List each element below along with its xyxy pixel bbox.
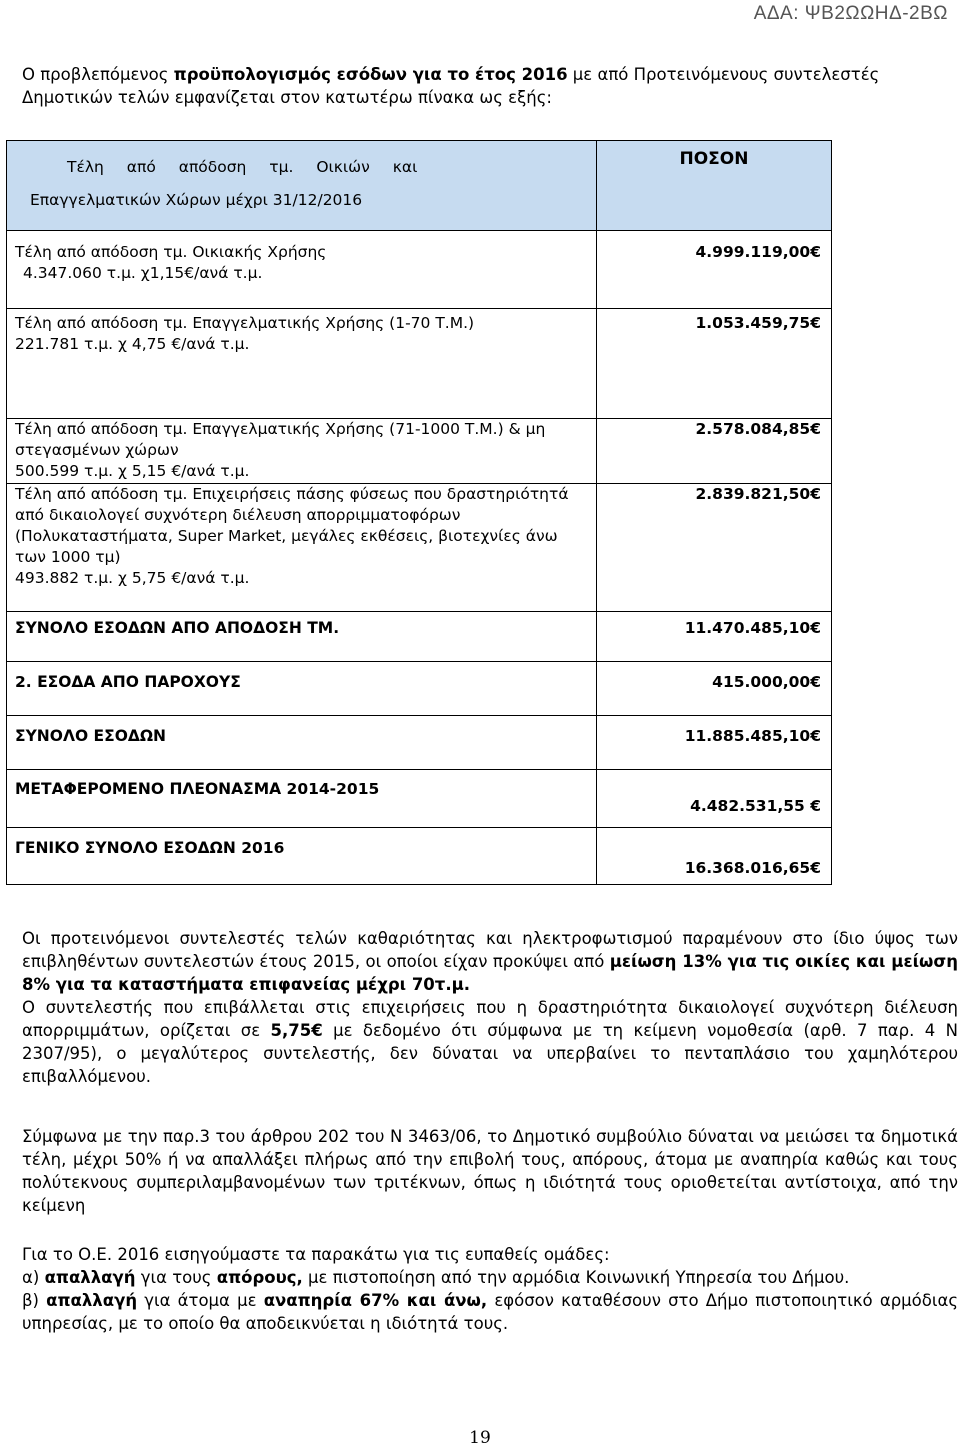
amount-cell: 4.999.119,00€	[596, 231, 831, 309]
table-row: Τέλη από απόδοση τμ. Οικιακής Χρήσης 4.347.060 τ.μ. χ1,15€/ανά τ.μ. 4.999.119,00€	[7, 231, 832, 309]
paragraph-law: Σύμφωνα με την παρ.3 του άρθρου 202 του Ν 3463/06, το Δημοτικό συμβούλιο δύναται να μειώσει τα δημοτικά τέλη, μέχρι 50% ή να απαλλάξει πλήρως από την επιβολή τους, απόρους, άτομα με αναπηρία καθώς και τους πολύτεκνους συμπεριλαμβανομένων των τριτέκνων, όπως η ιδιότητά τους οριοθετείται αντίστοιχα, από την κείμενη	[22, 1127, 958, 1215]
table-row-sum: ΣΥΝΟΛΟ ΕΣΟΔΩΝ 11.885.485,10€	[7, 716, 832, 770]
amount-cell: 2.839.821,50€	[596, 484, 831, 612]
list-item-b: β) απαλλαγή για άτομα με αναπηρία 67% και άνω, εφόσον καταθέσουν στο Δήμο πιστοποιητικό αρμόδιας υπηρεσίας, με το οποίο θα αποδεικνύεται η ιδιότητά τους.	[22, 1291, 959, 1333]
list-item-a: α) απαλλαγή για τους απόρους, με πιστοποίηση από την αρμόδια Κοινωνική Υπηρεσία του Δήμου.	[22, 1268, 850, 1287]
amount-cell: 4.482.531,55 €	[596, 770, 831, 828]
table-row-total: ΣΥΝΟΛΟ ΕΣΟΔΩΝ ΑΠΟ ΑΠΟΔΟΣΗ ΤΜ. 11.470.485,10€	[7, 612, 832, 662]
amount-cell: 11.470.485,10€	[596, 612, 831, 662]
revenue-table	[6, 140, 832, 885]
amount-cell: 2.578.084,85€	[596, 419, 831, 484]
amount-cell: 415.000,00€	[596, 662, 831, 716]
amount-cell: 11.885.485,10€	[596, 716, 831, 770]
page-number: 19	[469, 1428, 491, 1448]
table-row-providers: 2. ΕΣΟΔΑ ΑΠΟ ΠΑΡΟΧΟΥΣ 415.000,00€	[7, 662, 832, 716]
paragraph-coefficients: Οι προτεινόμενοι συντελεστές τελών καθαριότητας και ηλεκτροφωτισμού παραμένουν στο ίδιο ύψος των επιβληθέντων συντελεστών έτους 2015, οι οποίοι είχαν προκύψει από μείωση 13% για τις οικίες και μείωση 8% για τα καταστήματα επιφανείας μέχρι 70τ.μ. Ο συντελεστής που επιβάλλεται στις επιχειρήσεις που η δραστηριότητα δικαιολογεί συχνότερη διέλευση απορριμμάτων, ορίζεται σε 5,75€ με δεδομένο ότι σύμφωνα με τη κείμενη νομοθεσία (αρθ. 7 παρ. 4 Ν 2307/95), ο μεγαλύτερος συντελεστής, δεν δύναται να υπερβαίνει το πενταπλάσιο του χαμηλότερου επιβαλλόμενου.	[22, 929, 958, 1086]
table-row-grand-total: ΓΕΝΙΚΟ ΣΥΝΟΛΟ ΕΣΟΔΩΝ 2016 16.368.016,65€	[7, 828, 832, 885]
table-row: Τέλη από απόδοση τμ. Επιχειρήσεις πάσης φύσεως που δραστηριότητά από δικαιολογεί συχνότερη διέλευση απορριμματοφόρων (Πολυκαταστήματα, Super Market, μεγάλες εκθέσεις, βιοτεχνίες άνω των 1000 τμ) 493.882 τ.μ. χ 5,75 €/ανά τ.μ. 2.839.821,50€	[7, 484, 832, 612]
table-row: Τέλη από απόδοση τμ. Επαγγελματικής Χρήσης (1-70 Τ.Μ.) 221.781 τ.μ. χ 4,75 €/ανά τ.μ. 1.053.459,75€	[7, 309, 832, 419]
ada-code: ΑΔΑ: ΨΒ2ΩΩΗΔ-2ΒΩ	[753, 3, 948, 24]
intro-paragraph: Ο προβλεπόμενος προϋπολογισμός εσόδων για το έτος 2016 με από Προτεινόμενους συντελεστές Δημοτικών τελών εμφανίζεται στον κατωτέρω πίνακα ως εξής:	[22, 65, 880, 107]
table-header-description: Τέλη από απόδοση τμ. Οικιών και Επαγγελματικών Χώρων μέχρι 31/12/2016	[7, 141, 597, 231]
amount-cell: 16.368.016,65€	[596, 828, 831, 885]
table-row-surplus: ΜΕΤΑΦΕΡΟΜΕΝΟ ΠΛΕΟΝΑΣΜΑ 2014-2015 4.482.531,55 €	[7, 770, 832, 828]
table-row: Τέλη από απόδοση τμ. Επαγγελματικής Χρήσης (71-1000 Τ.Μ.) & μη στεγασμένων χώρων 500.599 τ.μ. χ 5,15 €/ανά τ.μ. 2.578.084,85€	[7, 419, 832, 484]
amount-cell: 1.053.459,75€	[596, 309, 831, 419]
paragraph-proposal: Για το Ο.Ε. 2016 εισηγούμαστε τα παρακάτω για τις ευπαθείς ομάδες: α) απαλλαγή για τους απόρους, με πιστοποίηση από την αρμόδια Κοινωνική Υπηρεσία του Δήμου. β) απαλλαγή για άτομα με αναπηρία 67% και άνω, εφόσον καταθέσουν στο Δήμο πιστοποιητικό αρμόδιας υπηρεσίας, με το οποίο θα αποδεικνύεται η ιδιότητά τους.	[22, 1245, 959, 1333]
table-header-amount: ΠΟΣΟΝ	[596, 141, 831, 231]
table-header-row	[7, 141, 832, 231]
